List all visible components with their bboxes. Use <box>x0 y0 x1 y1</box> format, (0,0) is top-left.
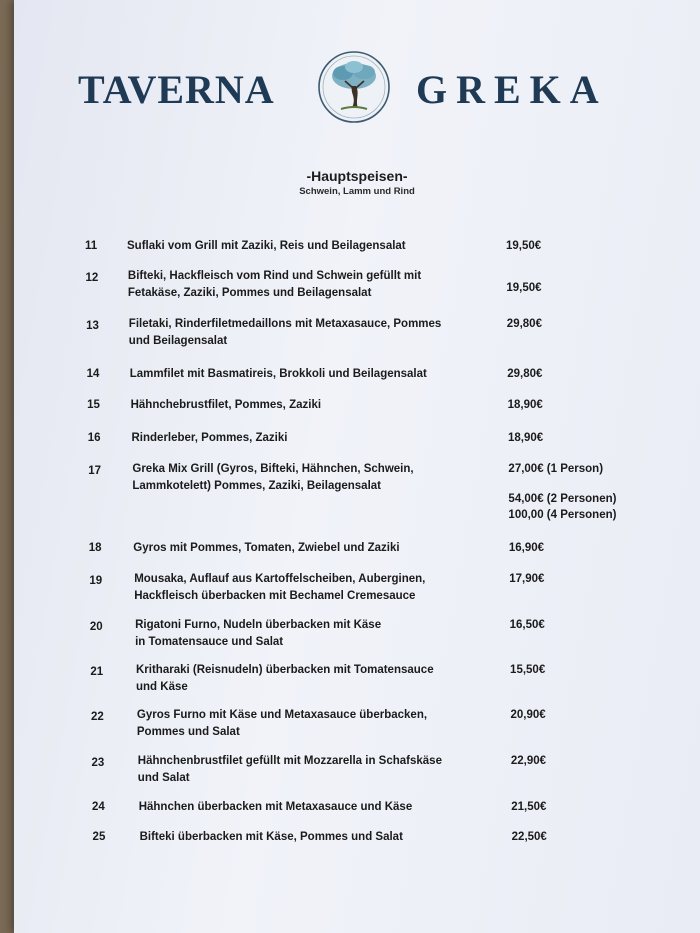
price-line: 18,90€ <box>507 399 543 411</box>
item-number: 20 <box>89 621 103 633</box>
price-line: 21,50€ <box>511 801 547 813</box>
item-description <box>131 397 491 414</box>
item-description-line: und Käse <box>136 681 188 693</box>
item-description-line: Gyros Furno mit Käse und Metaxasauce überbacken, <box>136 709 428 721</box>
item-number: 18 <box>88 542 102 554</box>
item-description-line: und Salat <box>137 772 190 784</box>
item-number: 16 <box>87 432 101 444</box>
item-description <box>139 799 499 816</box>
item-price <box>510 662 545 678</box>
section-subtitle: Schwein, Lamm und Rind <box>299 186 415 197</box>
item-description-line: Suflaki vom Grill mit Zaziki, Reis und Beilagensalat <box>127 240 406 252</box>
item-description-line: Hähnchebrustfilet, Pommes, Zaziki <box>130 399 322 411</box>
price-line: 19,50€ <box>506 240 542 252</box>
item-number: 15 <box>87 399 100 411</box>
item-price <box>507 366 542 382</box>
price-line: 29,80€ <box>507 368 543 380</box>
item-number: 17 <box>88 465 102 477</box>
item-price <box>511 753 546 769</box>
item-description-line: Bifteki, Hackfleisch vom Rind und Schwein gefüllt mit <box>127 270 422 282</box>
item-description-line: Gyros mit Pommes, Tomaten, Zwiebel und Zaziki <box>133 542 400 554</box>
price-line: 16,50€ <box>509 619 545 631</box>
item-description <box>130 366 490 383</box>
item-description-line: Fetakäse, Zaziki, Pommes und Beilagensalat <box>127 287 372 299</box>
item-price <box>509 571 544 587</box>
item-price <box>510 707 545 723</box>
price-line: 18,90€ <box>508 432 544 444</box>
menu-header <box>14 48 700 128</box>
item-description-line: Greka Mix Grill (Gyros, Bifteki, Hähnchen, Schwein, <box>132 463 414 475</box>
item-price <box>506 280 541 296</box>
price-line: 22,50€ <box>511 831 547 843</box>
item-description-line: und Beilagensalat <box>128 335 228 347</box>
item-description-line: Lammfilet mit Basmatireis, Brokkoli und Beilagensalat <box>129 368 427 380</box>
item-number: 14 <box>86 368 100 380</box>
item-description-line: Hackfleisch überbacken mit Bechamel Cremesauce <box>134 590 416 602</box>
item-number: 21 <box>90 666 104 678</box>
brand-name-left: TAVERNA <box>78 67 275 112</box>
item-number: 19 <box>89 575 103 587</box>
item-description-line: Filetaki, Rinderfiletmedaillons mit Metaxasauce, Pommes <box>128 318 442 330</box>
item-description-line: Kritharaki (Reisnudeln) überbacken mit Tomatensauce <box>136 664 434 676</box>
item-price <box>506 238 541 254</box>
item-description-line: Pommes und Salat <box>136 726 240 738</box>
item-description <box>135 617 495 651</box>
item-description <box>137 707 497 741</box>
item-number: 23 <box>91 757 105 769</box>
item-description-line: Lammkotelett) Pommes, Zaziki, Beilagensalat <box>132 480 381 492</box>
section-title: -Hauptspeisen- <box>306 168 408 184</box>
item-description-line: Rigatoni Furno, Nudeln überbacken mit Käse <box>135 619 382 631</box>
item-number: 13 <box>86 320 99 332</box>
menu-page <box>14 0 700 933</box>
item-description-line: Hähnchen überbacken mit Metaxasauce und Käse <box>138 801 413 813</box>
price-line: 22,90€ <box>510 755 547 767</box>
item-description <box>128 268 488 302</box>
item-number: 12 <box>85 272 99 284</box>
price-line: 27,00€ (1 Person) <box>508 463 604 475</box>
price-line: 29,80€ <box>506 318 542 330</box>
price-line: 100,00 (4 Personen) <box>508 509 617 521</box>
item-number: 24 <box>92 801 105 813</box>
item-description-line: Mousaka, Auflauf aus Kartoffelscheiben, Auberginen, <box>134 573 426 585</box>
item-description <box>134 571 494 605</box>
item-description-line: Bifteki überbacken mit Käse, Pommes und Salat <box>139 831 403 843</box>
item-description-line: in Tomatensauce und Salat <box>135 636 284 648</box>
item-description <box>136 662 496 696</box>
item-price <box>508 461 616 523</box>
item-price <box>512 829 547 845</box>
item-number: 22 <box>90 711 104 723</box>
item-price <box>508 430 543 446</box>
item-price <box>509 540 544 556</box>
price-line: 54,00€ (2 Personen) <box>508 493 617 505</box>
price-line: 19,50€ <box>506 282 542 294</box>
price-line: 20,90€ <box>510 709 546 721</box>
item-description <box>129 316 489 350</box>
item-description <box>133 540 493 557</box>
item-number: 11 <box>85 240 98 252</box>
price-line: 17,90€ <box>509 573 545 585</box>
item-number: 25 <box>92 831 106 843</box>
item-description <box>127 238 487 255</box>
item-description <box>132 461 492 495</box>
price-line: 15,50€ <box>510 664 546 676</box>
item-description <box>140 829 500 846</box>
price-line: 16,90€ <box>508 542 545 554</box>
olive-tree-icon <box>317 50 391 124</box>
item-description-line: Hähnchenbrustfilet gefüllt mit Mozzarella in Schafskäse <box>137 755 442 767</box>
brand-name-right: GREKA <box>416 67 608 112</box>
item-price <box>511 799 546 815</box>
item-price <box>507 316 542 332</box>
item-price <box>510 617 545 633</box>
item-description <box>138 753 498 787</box>
item-description-line: Rinderleber, Pommes, Zaziki <box>131 432 288 444</box>
item-description <box>132 430 492 447</box>
item-price <box>508 397 543 413</box>
